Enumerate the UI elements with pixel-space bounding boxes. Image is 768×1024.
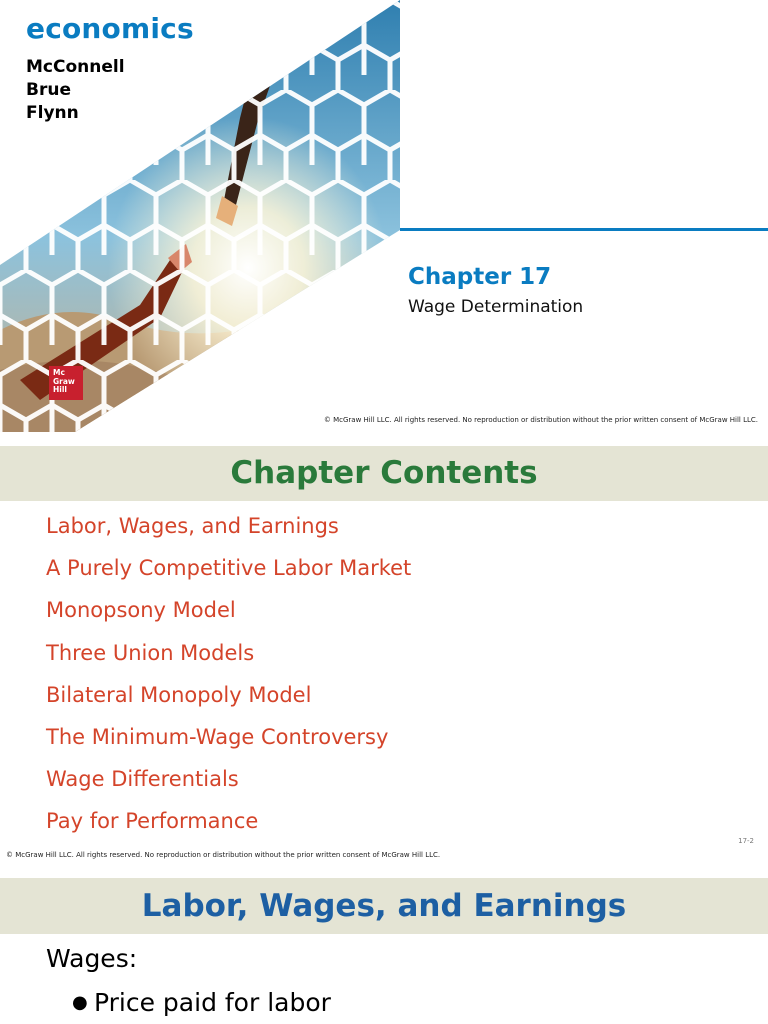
chapter-title: Chapter 17 (408, 264, 552, 290)
contents-item[interactable]: Three Union Models (46, 640, 255, 665)
title-slide (0, 0, 768, 432)
contents-item[interactable]: A Purely Competitive Labor Market (46, 556, 412, 581)
title-band (0, 878, 768, 934)
slide-title: Labor, Wages, and Earnings (141, 888, 627, 924)
author-name: Brue (26, 80, 71, 100)
page-number: 17-2 (738, 837, 754, 845)
contents-list (46, 510, 411, 848)
publisher-logo (49, 366, 83, 400)
chapter-subtitle: Wage Determination (408, 297, 584, 317)
copyright-notice: © McGraw Hill LLC. All rights reserved. No reproduction or distribution without the prior written consent of McGraw Hill LLC. (6, 851, 441, 859)
bullet-icon: ● (72, 992, 88, 1013)
author-list (26, 56, 125, 125)
brand-title: economics (26, 12, 194, 45)
bullet-item (72, 988, 331, 1017)
logo-line: Graw (53, 376, 75, 386)
slide-title: Chapter Contents (230, 455, 538, 491)
title-band (0, 446, 768, 501)
contents-slide (0, 446, 768, 866)
author-name: McConnell (26, 57, 125, 77)
contents-item[interactable]: Pay for Performance (46, 809, 259, 834)
labor-slide (0, 878, 768, 1024)
divider-line (400, 228, 768, 231)
contents-item[interactable]: Labor, Wages, and Earnings (46, 514, 339, 538)
author-name: Flynn (26, 103, 79, 123)
logo-line: Hill (53, 385, 67, 394)
contents-item[interactable]: Monopsony Model (46, 598, 236, 623)
contents-item[interactable]: The Minimum-Wage Controversy (46, 724, 389, 749)
logo-line: Mc (53, 368, 65, 377)
section-heading: Wages: (46, 944, 138, 973)
contents-item[interactable]: Bilateral Monopoly Model (46, 682, 312, 707)
bullet-text: Price paid for labor (94, 988, 331, 1017)
copyright-notice: © McGraw Hill LLC. All rights reserved. No reproduction or distribution without the prior written consent of McGraw Hill LLC. (323, 416, 758, 424)
contents-item[interactable]: Wage Differentials (46, 767, 239, 792)
